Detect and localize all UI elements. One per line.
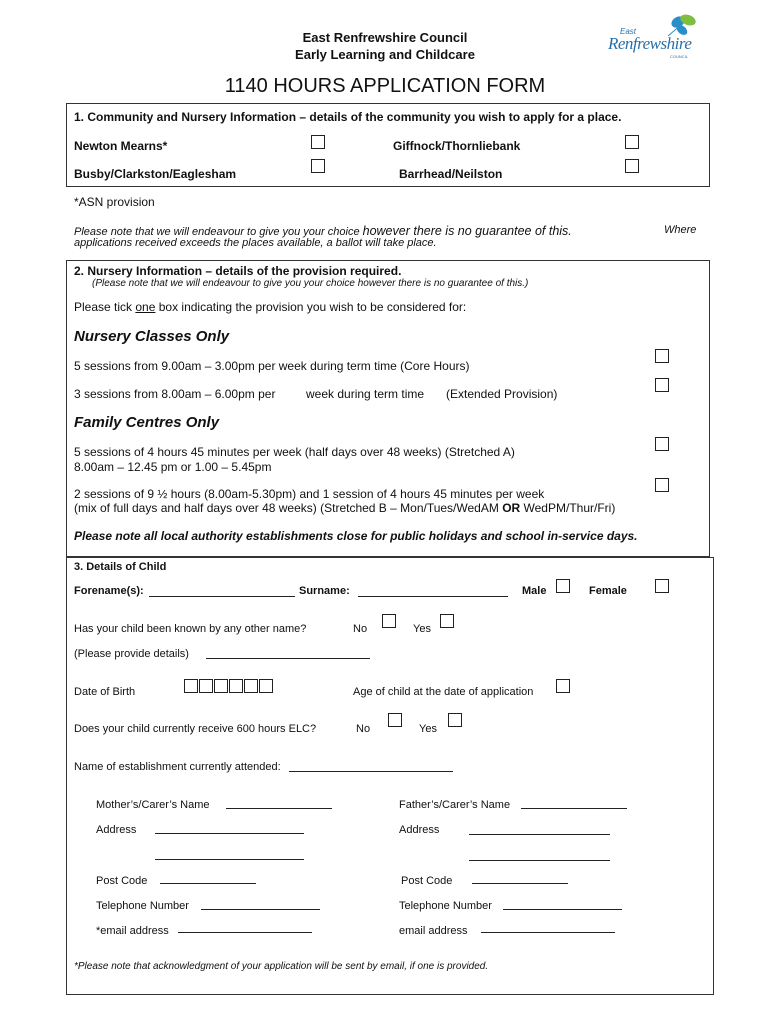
mother-postcode-label: Post Code (96, 875, 148, 887)
mother-address-line1[interactable] (155, 833, 304, 834)
dob-cell[interactable] (184, 679, 198, 693)
nursery-option-extended-a: 3 sessions from 8.00am – 6.00pm per (74, 387, 276, 401)
father-address-line1[interactable] (469, 834, 610, 835)
checkbox-family-stretched-a[interactable] (655, 437, 669, 451)
establishment-input-line[interactable] (289, 771, 453, 772)
tick-instruction (74, 300, 466, 314)
option-newton-mearns: Newton Mearns* (74, 139, 168, 153)
father-telephone-input-line[interactable] (503, 909, 622, 910)
dob-cell[interactable] (214, 679, 228, 693)
checkbox-family-stretched-b[interactable] (655, 478, 669, 492)
checkbox-giffnock-thornliebank[interactable] (625, 135, 639, 149)
surname-input-line[interactable] (358, 596, 508, 597)
instruction-post: box indicating the provision you wish to be considered for: (155, 300, 467, 314)
elc-no-label: No (356, 723, 371, 735)
logo-text-sub: COUNCIL (670, 54, 689, 59)
checkbox-male[interactable] (556, 579, 570, 593)
section2-heading: 2. Nursery Information – details of the provision required. (74, 264, 402, 278)
checkbox-newton-mearns[interactable] (311, 135, 325, 149)
checkbox-nursery-core[interactable] (655, 349, 669, 363)
option-busby-clarkston-eaglesham: Busby/Clarkston/Eaglesham (74, 167, 237, 181)
family-option-b-line2a: (mix of full days and half days over 48 weeks) (Stretched B – Mon/Tues/WedAM (74, 501, 503, 515)
checkbox-elc-no[interactable] (388, 713, 402, 727)
nursery-option-extended-c: (Extended Provision) (446, 387, 558, 401)
option-giffnock-thornliebank: Giffnock/Thornliebank (393, 139, 521, 153)
council-name: East Renfrewshire Council (302, 30, 468, 45)
father-telephone-label: Telephone Number (399, 900, 492, 912)
surname-label: Surname: (299, 585, 350, 597)
option-barrhead-neilston: Barrhead/Neilston (399, 167, 503, 181)
father-email-input-line[interactable] (481, 932, 615, 933)
family-option-b-line2 (74, 501, 615, 515)
family-option-b-line1: 2 sessions of 9 ½ hours (8.00am-5.30pm) and 1 session of 4 hours 45 minutes per week (74, 487, 545, 501)
establishment-label: Name of establishment currently attended: (74, 761, 281, 773)
instruction-one: one (135, 300, 156, 314)
note-part2: however there is no guarantee of this. (362, 224, 572, 238)
checkbox-barrhead-neilston[interactable] (625, 159, 639, 173)
other-name-question: Has your child been known by any other name? (74, 623, 307, 635)
department-name: Early Learning and Childcare (295, 47, 475, 62)
checkbox-busby-clarkston-eaglesham[interactable] (311, 159, 325, 173)
nursery-classes-heading: Nursery Classes Only (74, 328, 230, 345)
section1-note-line2: applications received exceeds the places available, a ballot will take place. (74, 237, 437, 249)
dob-input-cells[interactable] (184, 679, 276, 695)
dob-cell[interactable] (229, 679, 243, 693)
male-label: Male (522, 585, 547, 597)
note-part3: Where (664, 224, 697, 236)
mother-address-line2[interactable] (155, 859, 304, 860)
family-option-a-line1: 5 sessions of 4 hours 45 minutes per week (half days over 48 weeks) (Stretched A) (74, 445, 515, 459)
female-label: Female (589, 585, 627, 597)
logo-text-main: Renfrewshire (608, 34, 692, 53)
section2-subnote: (Please note that we will endeavour to give you your choice however there is no guarantee of this.) (92, 278, 529, 289)
dob-cell[interactable] (244, 679, 258, 693)
nursery-option-extended-b: week during term time (306, 387, 425, 401)
checkbox-female[interactable] (655, 579, 669, 593)
section3-heading: 3. Details of Child (74, 561, 167, 573)
father-postcode-input-line[interactable] (472, 883, 568, 884)
closure-note: Please note all local authority establishments close for public holidays and school in-service days. (74, 529, 638, 543)
asn-note: *ASN provision (74, 195, 155, 209)
mother-address-label: Address (96, 824, 137, 836)
council-logo (608, 10, 708, 59)
dob-label: Date of Birth (74, 686, 136, 698)
mother-name-input-line[interactable] (226, 808, 332, 809)
forename-input-line[interactable] (149, 596, 295, 597)
father-email-label: email address (399, 925, 468, 937)
other-name-no-label: No (353, 623, 368, 635)
acknowledgment-note: *Please note that acknowledgment of your application will be sent by email, if one is provided. (74, 961, 489, 972)
father-address-line2[interactable] (469, 860, 610, 861)
family-option-b-line2b: WedPM/Thur/Fri) (520, 501, 616, 515)
checkbox-nursery-extended[interactable] (655, 378, 669, 392)
father-name-label: Father’s/Carer’s Name (399, 799, 511, 811)
family-option-b-or: OR (502, 501, 521, 515)
age-label: Age of child at the date of application (353, 686, 534, 698)
checkbox-elc-yes[interactable] (448, 713, 462, 727)
mother-postcode-input-line[interactable] (160, 883, 256, 884)
mother-email-input-line[interactable] (178, 932, 312, 933)
details-input-line[interactable] (206, 658, 370, 659)
checkbox-other-name-no[interactable] (382, 614, 396, 628)
father-address-label: Address (399, 824, 440, 836)
family-option-a-line2: 8.00am – 12.45 pm or 1.00 – 5.45pm (74, 460, 272, 474)
instruction-pre: Please tick (74, 300, 136, 314)
mother-telephone-input-line[interactable] (201, 909, 320, 910)
dob-cell[interactable] (199, 679, 213, 693)
other-name-yes-label: Yes (413, 623, 431, 635)
forename-label: Forename(s): (74, 585, 144, 597)
section1-note-line1 (74, 224, 704, 238)
elc-question: Does your child currently receive 600 hours ELC? (74, 723, 317, 735)
elc-yes-label: Yes (419, 723, 437, 735)
nursery-option-core: 5 sessions from 9.00am – 3.00pm per week during term time (Core Hours) (74, 359, 470, 373)
form-title: 1140 HOURS APPLICATION FORM (224, 75, 546, 97)
mother-name-label: Mother’s/Carer’s Name (96, 799, 210, 811)
section1-heading: 1. Community and Nursery Information – details of the community you wish to apply for a place. (74, 110, 622, 124)
father-name-input-line[interactable] (521, 808, 627, 809)
family-centres-heading: Family Centres Only (74, 414, 220, 431)
dob-cell[interactable] (259, 679, 273, 693)
logo-text-top: East (620, 27, 637, 36)
checkbox-age[interactable] (556, 679, 570, 693)
note-part1: Please note that we will endeavour to give you your choice (74, 226, 360, 238)
checkbox-other-name-yes[interactable] (440, 614, 454, 628)
mother-telephone-label: Telephone Number (96, 900, 189, 912)
mother-email-label: *email address (96, 925, 169, 937)
father-postcode-label: Post Code (401, 875, 453, 887)
provide-details-label: (Please provide details) (74, 648, 189, 660)
